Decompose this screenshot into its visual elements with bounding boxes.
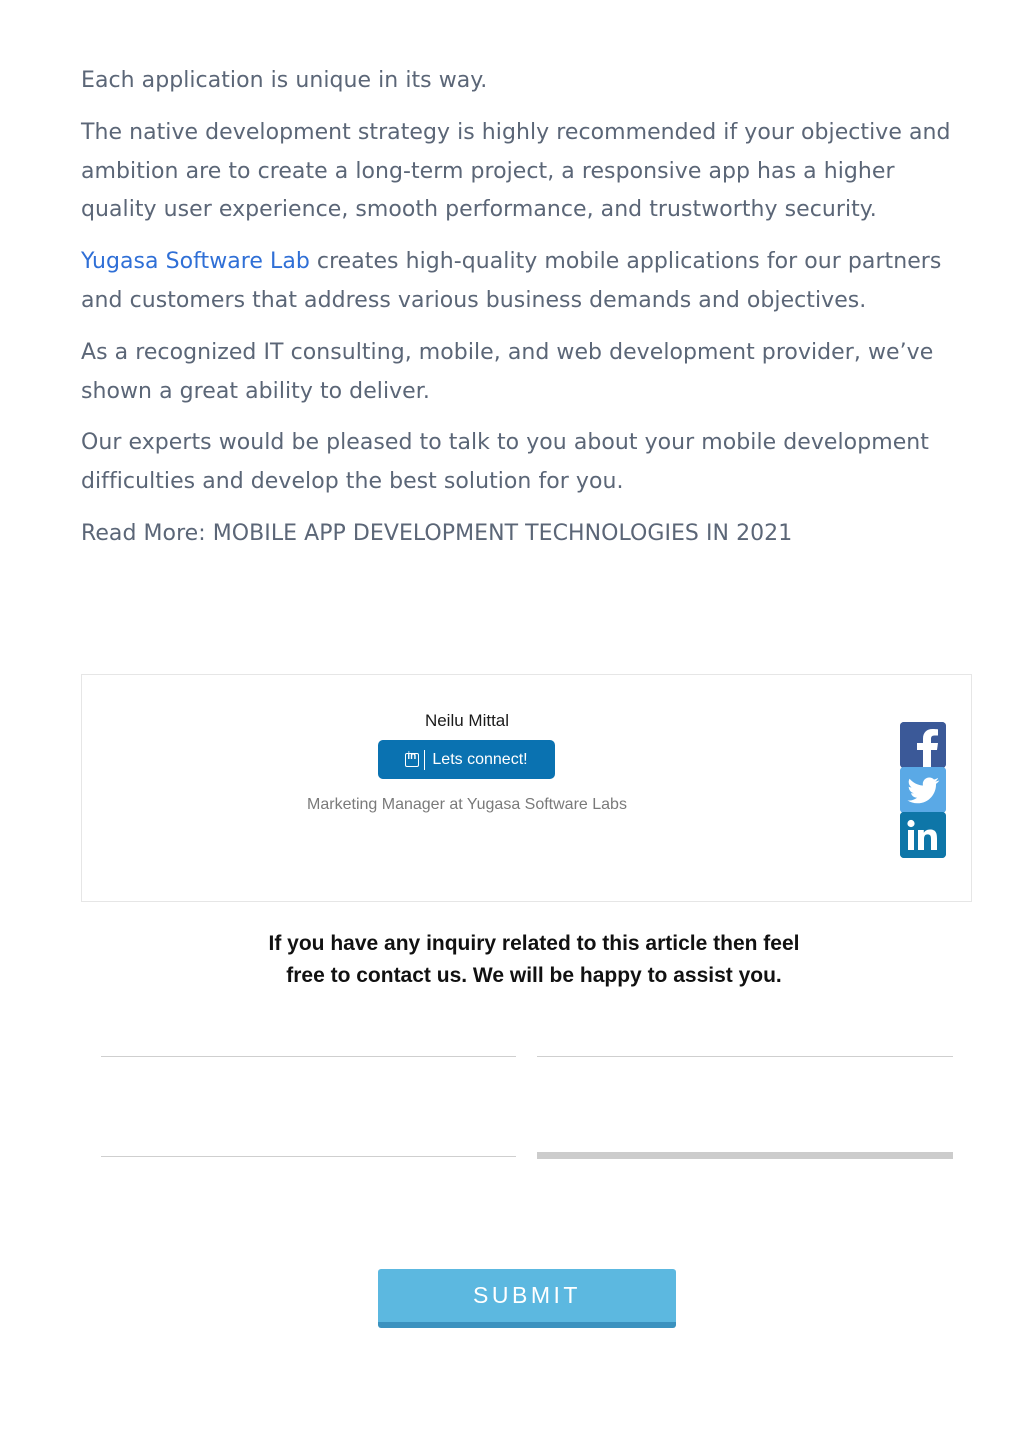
inquiry-line-2: free to contact us. We will be happy to assist you. (286, 964, 782, 987)
contact-field-2[interactable] (537, 1033, 953, 1057)
author-name: Neilu Mittal (424, 711, 510, 730)
author-role: Marketing Manager at Yugasa Software Labs (307, 796, 627, 813)
submit-button[interactable]: SUBMIT (378, 1269, 676, 1328)
paragraph-native-strategy: The native development strategy is highly recommended if your objective and ambition are to create a long-term project, a responsive app has a higher quality user experience, smooth performance, and trustworthy security. (81, 119, 951, 223)
article-body (81, 62, 971, 567)
read-more-link[interactable]: Read More: MOBILE APP DEVELOPMENT TECHNOLOGIES IN 2021 (81, 520, 793, 546)
paragraph-yugasa-text: creates high-quality mobile applications for our partners and customers that address various business demands and objectives. (81, 249, 942, 313)
inquiry-line-1: If you have any inquiry related to this article then feel (268, 932, 800, 955)
author-box (81, 674, 972, 902)
twitter-icon[interactable] (900, 767, 946, 813)
paragraph-unique: Each application is unique in its way. (81, 68, 488, 93)
paragraph-experts: Our experts would be pleased to talk to you about your mobile development difficulties and develop the best solution for you. (81, 430, 929, 495)
lets-connect-button[interactable] (378, 740, 555, 779)
facebook-icon[interactable] (900, 722, 946, 768)
paragraph-provider: As a recognized IT consulting, mobile, and web development provider, we’ve shown a great ability to deliver. (81, 339, 934, 404)
yugasa-link[interactable]: Yugasa Software Lab (81, 249, 310, 275)
lets-connect-label: Lets connect! (432, 750, 528, 768)
button-separator (424, 750, 425, 770)
paragraph-yugasa (81, 243, 971, 321)
inquiry-message (0, 928, 1024, 992)
contact-field-3[interactable] (101, 1133, 516, 1157)
linkedin-icon[interactable] (900, 812, 946, 858)
contact-field-4[interactable] (537, 1133, 953, 1159)
contact-field-1[interactable] (101, 1033, 516, 1057)
linkedin-small-icon (405, 753, 419, 767)
